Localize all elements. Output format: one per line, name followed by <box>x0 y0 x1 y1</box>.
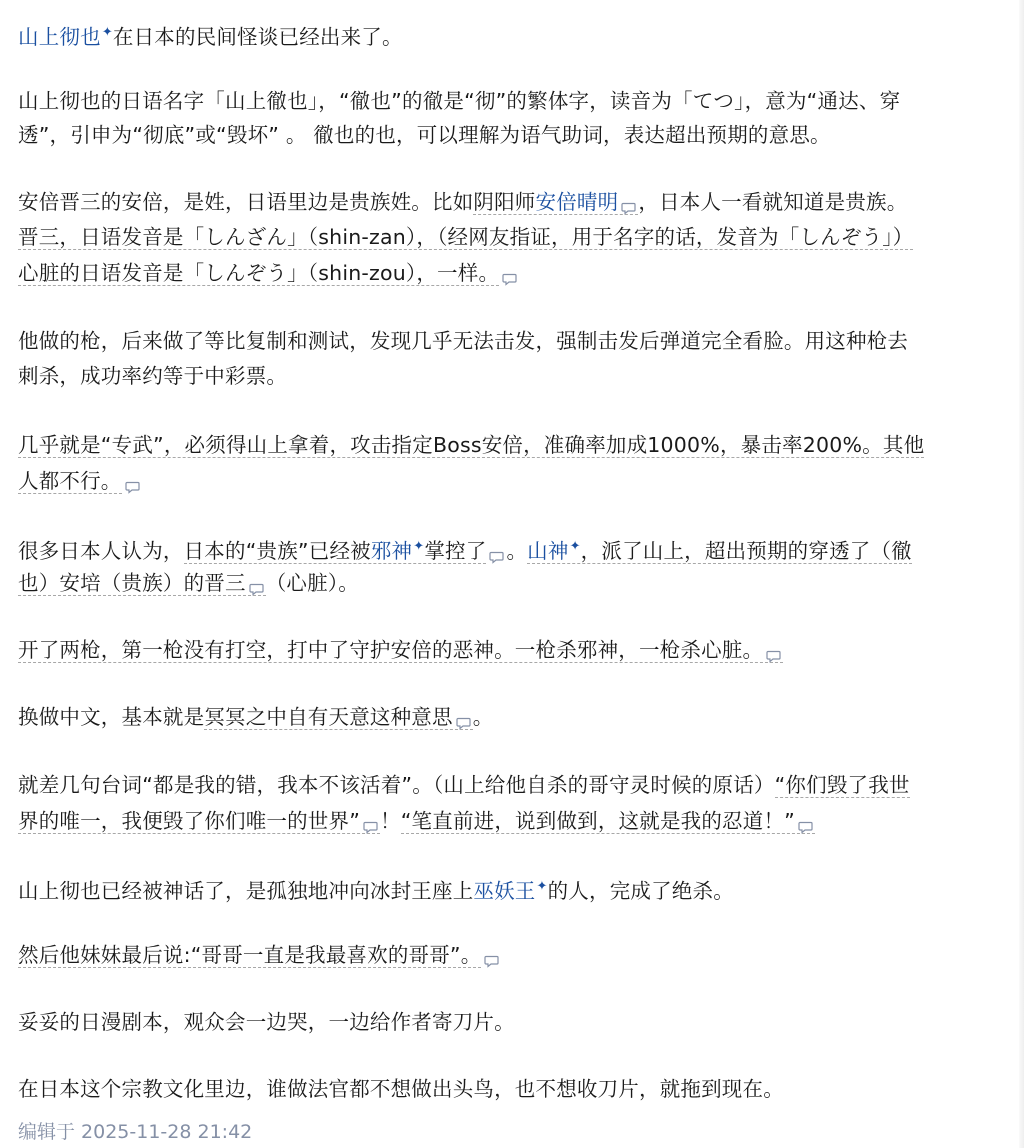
paragraph-3-line-2 <box>18 220 913 254</box>
link-lich-king[interactable]: 巫妖王✦ <box>473 879 548 903</box>
sparkle-icon: ✦ <box>569 539 581 554</box>
paragraph-2-line-2: 透”，引申为“彻底”或“毁坏” 。 徹也的也，可以理解为语气助词，表达超出预期的意思。 <box>18 123 831 147</box>
text-segment: 就差几句台词“都是我的错，我本不该活着”。（山上给他自杀的哥守灵时候的原话） <box>18 773 775 797</box>
text-segment: 界的唯一，我便毁了你们唯一的世界” <box>18 809 361 833</box>
paragraph-6-line-2 <box>18 566 359 600</box>
text-segment: 。 <box>472 705 494 729</box>
sparkle-icon: ✦ <box>536 879 548 894</box>
paragraph-3-line-3 <box>18 256 519 290</box>
annotated-text[interactable]: 然后他妹妹最后说:“哥哥一直是我最喜欢的哥哥”。 <box>18 943 482 967</box>
paragraph-8 <box>18 700 493 734</box>
paragraph-5-line-1 <box>18 428 924 462</box>
text-segment: ，派了山上，超出预期的穿透了（徹 <box>580 539 912 563</box>
annotated-text[interactable] <box>18 638 783 663</box>
annotated-text[interactable] <box>18 809 380 834</box>
text-segment: 很多日本人认为， <box>18 539 184 563</box>
text-segment: 心脏的日语发音是「しんぞう」（shin-zou），一样。 <box>18 261 500 285</box>
paragraph-7 <box>18 633 783 667</box>
comment-bubble-icon[interactable] <box>125 481 140 494</box>
paragraph-12: 妥妥的日漫剧本，观众会一边哭，一边给作者寄刀片。 <box>18 1010 515 1034</box>
annotated-text[interactable] <box>527 539 912 564</box>
text-segment: （心脏）。 <box>265 571 359 595</box>
sparkle-icon: ✦ <box>101 25 113 40</box>
link-mountain-god[interactable]: 山神✦ <box>527 539 581 563</box>
paragraph-5-line-2 <box>18 464 142 498</box>
paragraph-9-line-1 <box>18 768 910 802</box>
comment-bubble-icon[interactable] <box>489 551 504 564</box>
paragraph-3-line-1 <box>18 185 907 219</box>
text-segment: 日本的“贵族”已经被 <box>183 539 371 563</box>
link-evil-god[interactable]: 邪神✦ <box>370 539 425 563</box>
paragraph-11 <box>18 938 501 972</box>
text-segment: ！ <box>380 809 401 833</box>
sparkle-icon: ✦ <box>413 539 425 554</box>
comment-bubble-icon[interactable] <box>766 650 781 663</box>
annotated-text[interactable]: “你们毁了我世 <box>774 773 910 797</box>
text-segment: 也）安培（贵族）的晋三 <box>18 571 246 595</box>
annotated-text[interactable] <box>18 571 266 596</box>
annotated-text[interactable] <box>18 261 499 286</box>
paragraph-4-line-2: 刺杀，成功率约等于中彩票。 <box>18 364 288 388</box>
text-segment: 阴阳师 <box>473 190 536 214</box>
comment-bubble-icon[interactable] <box>249 583 264 596</box>
link-yamagami[interactable]: 山上彻也✦ <box>18 25 113 49</box>
text-segment: 的人，完成了绝杀。 <box>547 879 734 903</box>
paragraph-13: 在日本这个宗教文化里边，谁做法官都不想做出头鸟，也不想收刀片，就拖到现在。 <box>18 1077 784 1101</box>
text-segment: 。 <box>506 539 528 563</box>
edit-timestamp: 编辑于 2025-11-28 21:42 <box>18 1121 253 1143</box>
text-segment: 掌控了 <box>424 539 487 563</box>
annotated-text[interactable]: 人都不行。 <box>18 469 122 493</box>
paragraph-9-line-2 <box>18 804 815 838</box>
text-segment: 开了两枪，第一枪没有打空，打中了守护安倍的恶神。一枪杀邪神，一枪杀心脏。 <box>18 638 764 662</box>
text-segment: 安倍晋三的安倍，是姓，日语里边是贵族姓。比如 <box>18 190 474 214</box>
annotated-text[interactable]: 晋三，日语发音是「しんざん」（shin-zan），（经网友指证，用于名字的话，发音为「しんぞう」） <box>18 225 914 249</box>
text-segment: 在日本的民间怪谈已经出来了。 <box>112 25 403 49</box>
text-segment: 换做中文，基本就是 <box>18 705 205 729</box>
annotated-text[interactable] <box>184 539 487 564</box>
paragraph-2-line-1: 山上彻也的日语名字「山上徹也」，“徹也”的徹是“彻”的繁体字，读音为「てつ」，意为“通达、穿 <box>18 89 901 113</box>
comment-bubble-icon[interactable] <box>798 821 813 834</box>
paragraph-4-line-1: 他做的枪，后来做了等比复制和测试，发现几乎无法击发，强制击发后弹道完全看脸。用这种枪去 <box>18 329 909 353</box>
annotated-text[interactable]: 几乎就是“专武”，必须得山上拿着，攻击指定Boss安倍，准确率加成1000%，暴击率200%。其他 <box>18 433 925 457</box>
text-segment: ，日本人一看就知道是贵族。 <box>638 190 908 214</box>
comment-bubble-icon[interactable] <box>484 955 499 968</box>
comment-bubble-icon[interactable] <box>621 202 636 215</box>
text-segment: 山上彻也已经被神话了，是孤独地冲向冰封王座上 <box>18 879 474 903</box>
paragraph-10 <box>18 870 734 904</box>
link-abe-seimei[interactable]: 安倍晴明 <box>535 190 619 214</box>
annotated-text[interactable] <box>204 705 472 730</box>
text-segment: “笔直前进，说到做到，这就是我的忍道！” <box>400 809 795 833</box>
paragraph-6-line-1 <box>18 530 912 564</box>
comment-bubble-icon[interactable] <box>456 717 471 730</box>
comment-bubble-icon[interactable] <box>502 273 517 286</box>
annotated-text[interactable] <box>401 809 815 834</box>
paragraph-1 <box>18 16 403 50</box>
comment-bubble-icon[interactable] <box>363 821 378 834</box>
text-segment: 冥冥之中自有天意这种意思 <box>204 705 453 729</box>
annotated-text[interactable] <box>473 190 638 215</box>
